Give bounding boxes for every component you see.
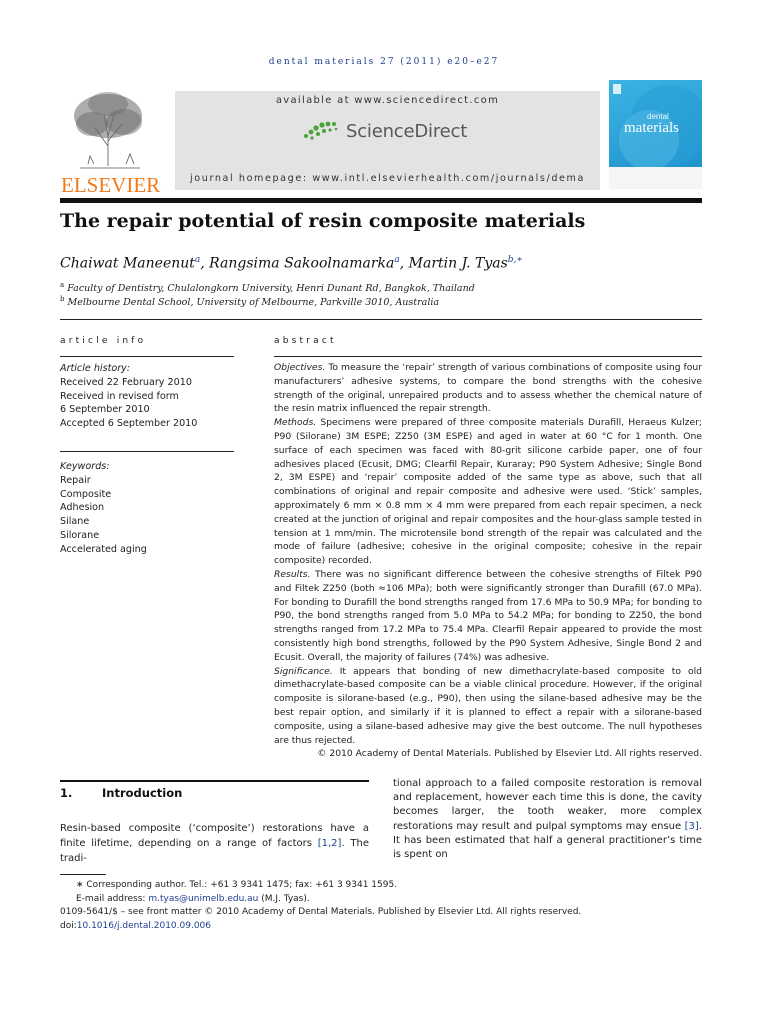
elsevier-wordmark: ELSEVIER xyxy=(61,173,161,197)
doi-note xyxy=(60,920,710,934)
history-label: Article history: xyxy=(60,363,131,374)
keywords-block xyxy=(60,460,235,557)
objectives-label: Objectives. xyxy=(274,362,326,373)
cover-title-line1: dental xyxy=(647,112,669,121)
sciencedirect-label: ScienceDirect xyxy=(346,120,468,142)
section-number: 1. xyxy=(60,786,73,800)
affiliation-text: Faculty of Dentistry, Chulalongkorn University, Henri Dunant Rd, Bangkok, Thailand xyxy=(67,283,475,295)
sciencedirect-dots-icon xyxy=(302,120,340,142)
objectives-text: To measure the ‘repair’ strength of various combinations of composite using four manufacturers’ adhesive systems, to compare the bond strengths with the cohesive strength of the original, unrepaired products and to assess whether the chemical nature of the resin matrix influenced the repair strength. xyxy=(274,362,703,415)
journal-homepage-link[interactable]: journal homepage: www.intl.elsevierhealth.com/journals/dema xyxy=(190,173,585,184)
introduction-heading xyxy=(60,786,182,800)
keyword: Accelerated aging xyxy=(60,543,147,555)
abstract-heading: abstract xyxy=(274,336,337,346)
affiliation-marker: a xyxy=(60,281,65,289)
article-history xyxy=(60,362,235,431)
email-note xyxy=(60,893,710,907)
citation-link[interactable]: [1,2] xyxy=(317,838,342,849)
results-label: Results. xyxy=(274,568,311,580)
significance-label: Significance. xyxy=(274,665,333,677)
paragraph-text: tional approach to a failed composite restoration is removal and replacement, however each time this is done, the cavity becomes larger, the tooth weaker, more complex restorations may result and pulpal symptoms may ensue xyxy=(393,778,702,832)
abstract-body xyxy=(274,361,702,761)
author-name: Rangsima Sakoolnamarka xyxy=(209,255,395,272)
paragraph-text: . It has been estimated that half a general practitioner’s time is spent on xyxy=(393,820,702,861)
history-line: 6 September 2010 xyxy=(60,404,150,416)
introduction-text-left xyxy=(60,821,369,866)
email-link[interactable]: m.tyas@unimelb.edu.au xyxy=(148,893,259,904)
keywords-label: Keywords: xyxy=(60,461,110,472)
abstract-rule xyxy=(274,356,702,357)
history-line: Received in revised form xyxy=(60,390,179,402)
section-rule xyxy=(60,319,702,320)
header-rule xyxy=(60,198,702,203)
keyword: Adhesion xyxy=(60,502,105,514)
methods-label: Methods. xyxy=(274,417,317,429)
results-text: There was no significant difference between the cohesive strengths of Filtek P90 and Filtek Z250 (both ≈106 MPa); both were significantly stronger than Durafill (67.0 MPa). For bonding to Durafill the bond strengths ranged from 17.6 MPa to 50.9 MPa; for bonding to P90, the bond strengths ranged from 5.0 MPa to 54.2 MPa; for bonding to Z250, the bond strengths ranged from 17.2 MPa to 75.4 MPa. Clearfil Repair appeared to provide the most consistently high bond strengths, followed by the P90 System Adhesive, Single Bond 2 and Ecusit. Overall, the majority of failures (74%) was adhesive. xyxy=(274,568,702,663)
doi-label: doi: xyxy=(60,920,77,931)
history-line: Accepted 6 September 2010 xyxy=(60,418,198,430)
introduction-rule xyxy=(60,780,369,782)
keywords-rule xyxy=(60,451,234,452)
author-affiliation-marker[interactable]: a xyxy=(194,255,201,265)
paragraph-text: . The tradi- xyxy=(60,838,369,864)
available-at-text: available at www.sciencedirect.com xyxy=(275,95,500,106)
keyword: Silorane xyxy=(60,529,100,541)
cover-footer xyxy=(609,167,702,189)
author-name: Martin J. Tyas xyxy=(408,255,508,272)
article-info-heading: article info xyxy=(60,336,147,346)
corresponding-author-note: ∗ Corresponding author. Tel.: +61 3 9341 1475; fax: +61 3 9341 1595. xyxy=(76,880,398,890)
author-affiliation-marker[interactable]: a xyxy=(394,255,400,265)
footnote-rule xyxy=(60,874,106,875)
history-line: Received 22 February 2010 xyxy=(60,376,192,388)
doi-link[interactable]: 10.1016/j.dental.2010.09.006 xyxy=(76,920,211,931)
sciencedirect-logo xyxy=(302,120,467,142)
email-label: E-mail address: xyxy=(76,893,149,904)
email-tail: (M.J. Tyas). xyxy=(258,893,310,904)
citation-link[interactable]: [3] xyxy=(684,820,699,832)
methods-text: Specimens were prepared of three composite materials Durafill, Heraeus Kulzer; P90 (Silorane) 3M ESPE; Z250 (3M ESPE) and aged in water at 60 °C for 1 month. One surface of each specimen was faced with 80-grit silicone carbide paper, one of four adhesives placed (Ecusit, DMG; Clearfil Repair, Kuraray; P90 System Adhesive; Single Bond 2, 3M ESPE) and ‘repair’ composite added of the same type as above, such that all combinations of original and repair composite and adhesive were used. ‘Stick’ samples, approximately 6 mm × 0.8 mm × 4 mm were prepared from each repair specimen, a neck created at the junction of original and repair composites and the hour-glass sample tested in tension at 1 mm/min. The microtensile bond strength of the repair was calculated and the mode of failure (adhesive; cohesive in the original composite; cohesive in the repair composite) recorded. xyxy=(274,417,702,567)
section-title: Introduction xyxy=(102,786,183,800)
significance-text: It appears that bonding of new dimethacrylate-based composite to old dimethacrylate-based composite can be a viable clinical procedure. However, if the original composite is silorane-based (e.g., P90), then using the silane-based adhesive may be the best repair option, and similarly if it is planned to effect a repair with a silorane-based composite, using a silane-based adhesive may give the best outcome. The null hypotheses are thus rejected. xyxy=(274,665,703,746)
introduction-text-right xyxy=(393,777,702,862)
article-info-rule xyxy=(60,356,234,357)
article-title: The repair potential of resin composite materials xyxy=(60,210,586,232)
affiliation xyxy=(60,281,475,294)
paragraph-text: Resin-based composite (‘composite’) restorations have a finite lifetime, depending on a range of factors xyxy=(60,823,369,849)
affiliation xyxy=(60,295,439,308)
author-name: Chaiwat Maneenut xyxy=(60,255,195,272)
author-list: Chaiwat Maneenut$^a$, Rangsima Sakoolnamarka$^a$, Martin J. Tyas$^{b,∗}$ xyxy=(60,255,523,272)
issn-note: 0109-5641/$ – see front matter © 2010 Academy of Dental Materials. Published by Elsevier Ltd. All rights reserved. xyxy=(60,907,582,917)
abstract-copyright: © 2010 Academy of Dental Materials. Published by Elsevier Ltd. All rights reserved. xyxy=(317,748,702,760)
keyword: Repair xyxy=(60,474,91,486)
cover-title-line2: materials xyxy=(624,120,679,136)
affiliation-text: Melbourne Dental School, University of Melbourne, Parkville 3010, Australia xyxy=(67,297,440,309)
author-affiliation-marker[interactable]: b,∗ xyxy=(507,255,523,265)
journal-cover xyxy=(609,80,702,189)
keyword: Composite xyxy=(60,488,112,500)
footnotes xyxy=(60,879,710,933)
affiliation-marker: b xyxy=(60,295,65,303)
keyword: Silane xyxy=(60,516,90,528)
journal-reference: dental materials 27 (2011) e20–e27 xyxy=(268,57,500,67)
